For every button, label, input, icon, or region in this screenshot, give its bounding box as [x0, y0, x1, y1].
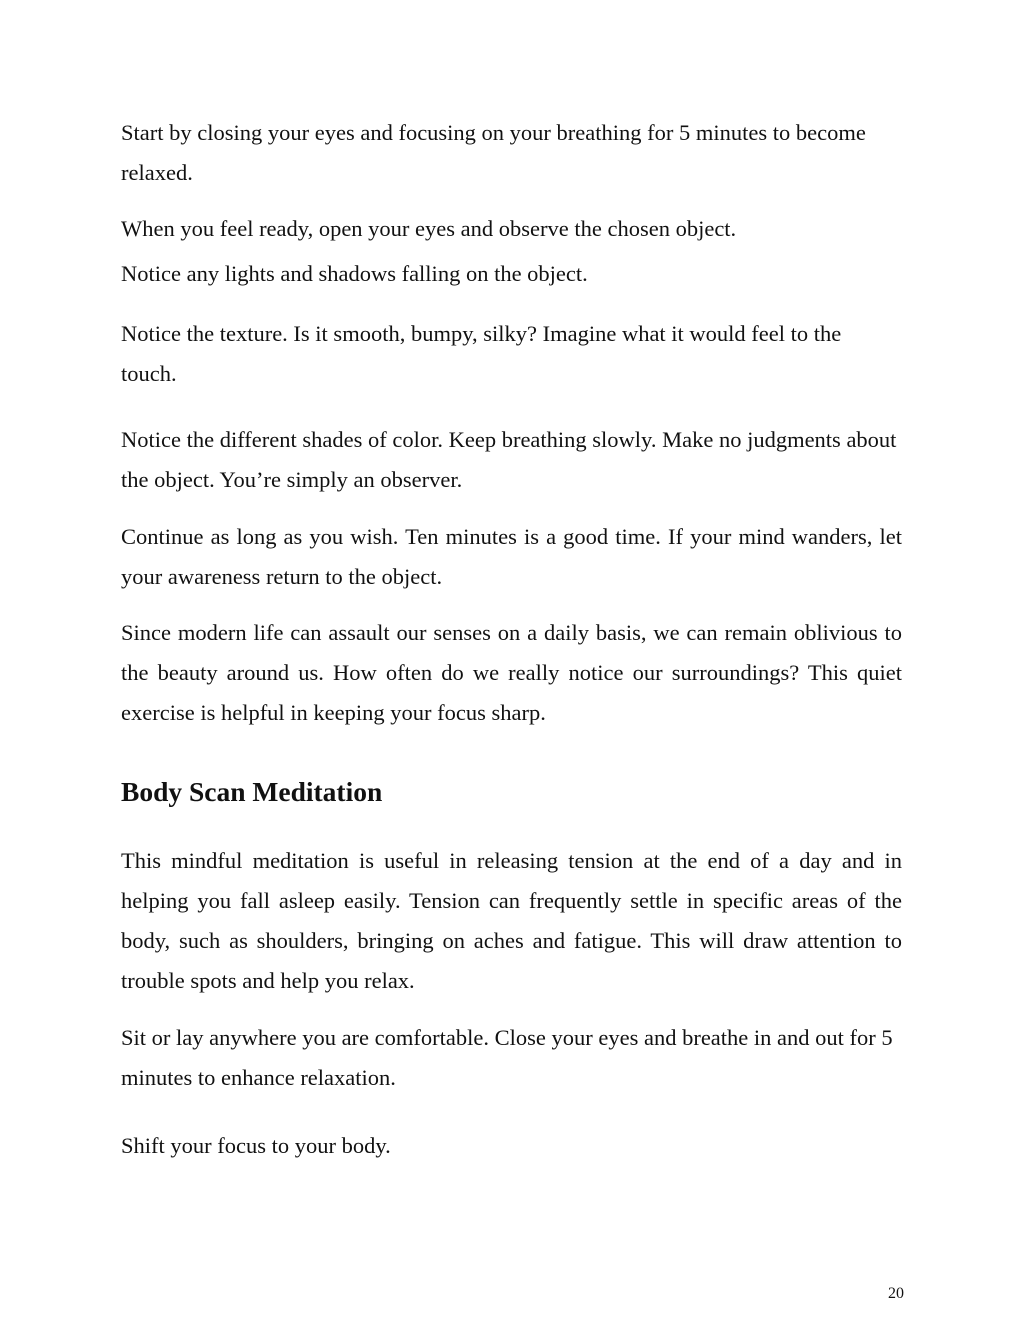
- paragraph-shades-of-color: Notice the different shades of color. Keep breathing slowly. Make no judgments about the object. You’re simply an observer.: [121, 427, 897, 492]
- paragraph-sit-or-lay: Sit or lay anywhere you are comfortable. Close your eyes and breathe in and out for 5 minutes to enhance relaxation.: [121, 1025, 893, 1090]
- paragraph-body-scan-intro: This mindful meditation is useful in releasing tension at the end of a day and in helping you fall asleep easily. Tension can frequently settle in specific areas of the body, such as shoulders, bringing on aches and fatigue. This will draw attention to trouble spots and help you relax.: [121, 848, 902, 993]
- page-number: 20: [888, 1285, 904, 1302]
- paragraph-modern-life: Since modern life can assault our senses on a daily basis, we can remain oblivious to the beauty around us. How often do we really notice our surroundings? This quiet exercise is helpful in keeping your focus sharp.: [121, 620, 902, 725]
- paragraph-breathing-start: Start by closing your eyes and focusing on your breathing for 5 minutes to become relaxed.: [121, 120, 866, 185]
- paragraph-lights-shadows: Notice any lights and shadows falling on the object.: [121, 261, 588, 286]
- paragraph-observe-object: When you feel ready, open your eyes and observe the chosen object.: [121, 216, 737, 241]
- paragraph-texture: Notice the texture. Is it smooth, bumpy, silky? Imagine what it would feel to the touch.: [121, 321, 842, 386]
- paragraph-shift-focus: Shift your focus to your body.: [121, 1133, 391, 1158]
- section-heading: Body Scan Meditation: [121, 776, 383, 807]
- paragraph-continue: Continue as long as you wish. Ten minutes is a good time. If your mind wanders, let your awareness return to the object.: [121, 524, 902, 589]
